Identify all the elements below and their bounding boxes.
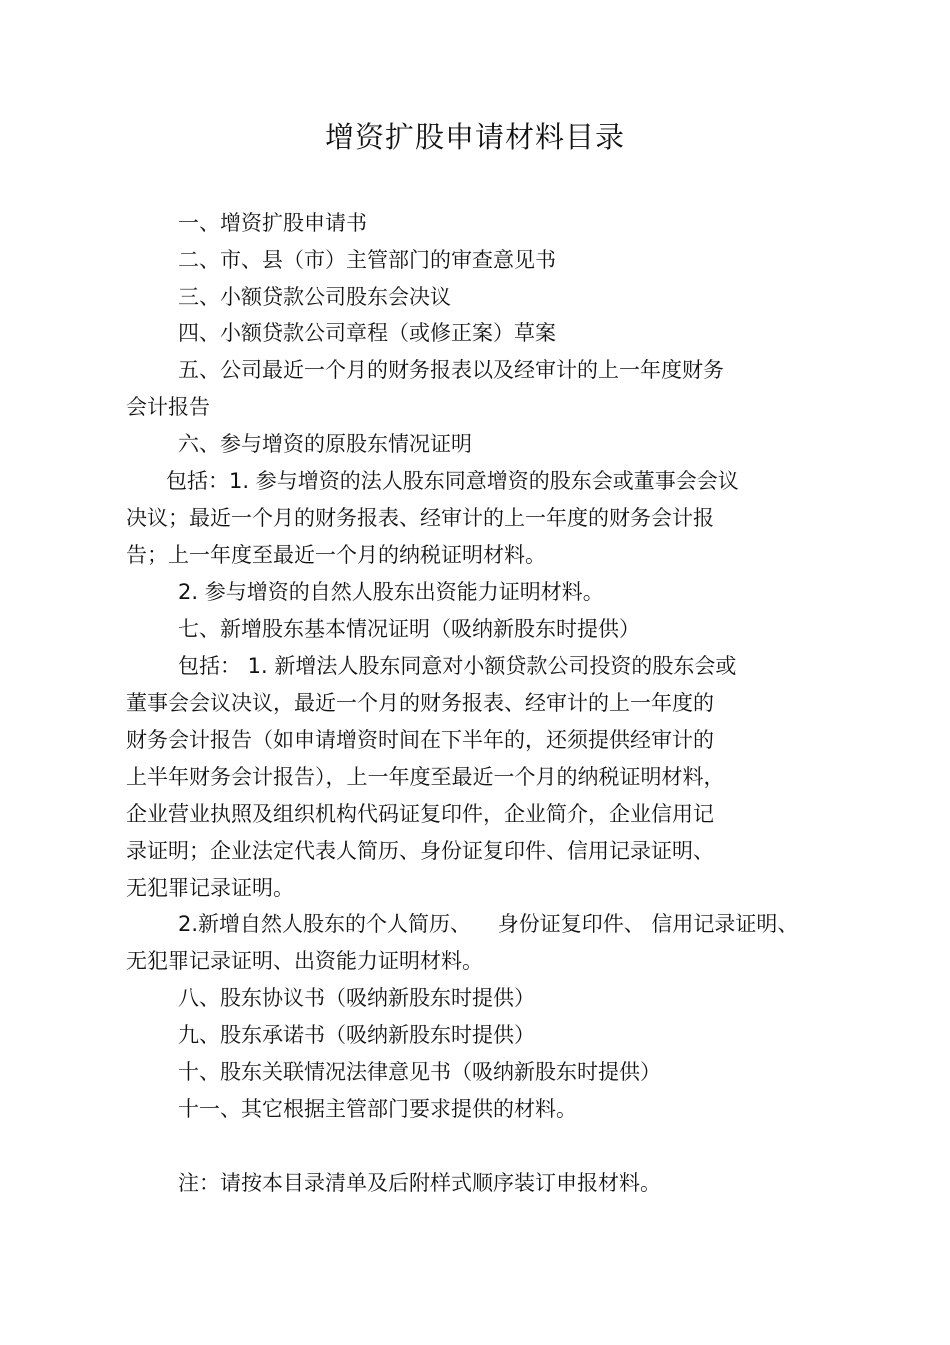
item-6: 六、参与增资的原股东情况证明 [178,432,472,456]
item-9: 九、股东承诺书（吸纳新股东时提供） [178,1023,535,1047]
item-3: 三、小额贷款公司股东会决议 [178,285,451,309]
item-7-detail-1-cont2: 财务会计报告（如申请增资时间在下半年的，还须提供经审计的 [126,728,714,752]
item-7: 七、新增股东基本情况证明（吸纳新股东时提供） [178,617,640,641]
item-8: 八、股东协议书（吸纳新股东时提供） [178,986,535,1010]
item-6-detail-1: 包括：1. 参与增资的法人股东同意增资的股东会或董事会会议 [166,469,739,493]
item-7-detail-1-cont3: 上半年财务会计报告），上一年度至最近一个月的纳税证明材料， [126,765,725,789]
item-6-detail-2: 2. 参与增资的自然人股东出资能力证明材料。 [178,580,604,604]
item-7-detail-1-cont5: 录证明；企业法定代表人简历、身份证复印件、信用记录证明、 [126,839,714,863]
item-7-detail-1-cont: 董事会会议决议，最近一个月的财务报表、经审计的上一年度的 [126,691,714,715]
item-7-detail-2: 2.新增自然人股东的个人简历、 身份证复印件、 信用记录证明、 [178,912,799,936]
item-6-detail-1-cont: 决议；最近一个月的财务报表、经审计的上一年度的财务会计报 [126,506,714,530]
note: 注：请按本目录清单及后附样式顺序装订申报材料。 [178,1171,661,1195]
item-6-detail-1-cont2: 告；上一年度至最近一个月的纳税证明材料。 [126,543,546,567]
item-7-detail-1-cont4: 企业营业执照及组织机构代码证复印件，企业简介，企业信用记 [126,802,714,826]
item-2: 二、市、县（市）主管部门的审查意见书 [178,248,556,272]
item-5: 五、公司最近一个月的财务报表以及经审计的上一年度财务 [178,358,724,382]
item-10: 十、股东关联情况法律意见书（吸纳新股东时提供） [178,1060,661,1084]
document-title: 增资扩股申请材料目录 [324,120,625,154]
item-11: 十一、其它根据主管部门要求提供的材料。 [178,1097,577,1121]
item-7-detail-1-cont6: 无犯罪记录证明。 [126,876,294,900]
item-5-cont: 会计报告 [126,395,210,419]
item-7-detail-2-cont: 无犯罪记录证明、出资能力证明材料。 [126,949,483,973]
item-4: 四、小额贷款公司章程（或修正案）草案 [178,321,556,345]
item-7-detail-1: 包括： 1. 新增法人股东同意对小额贷款公司投资的股东会或 [178,654,737,678]
item-1: 一、增资扩股申请书 [178,211,367,235]
